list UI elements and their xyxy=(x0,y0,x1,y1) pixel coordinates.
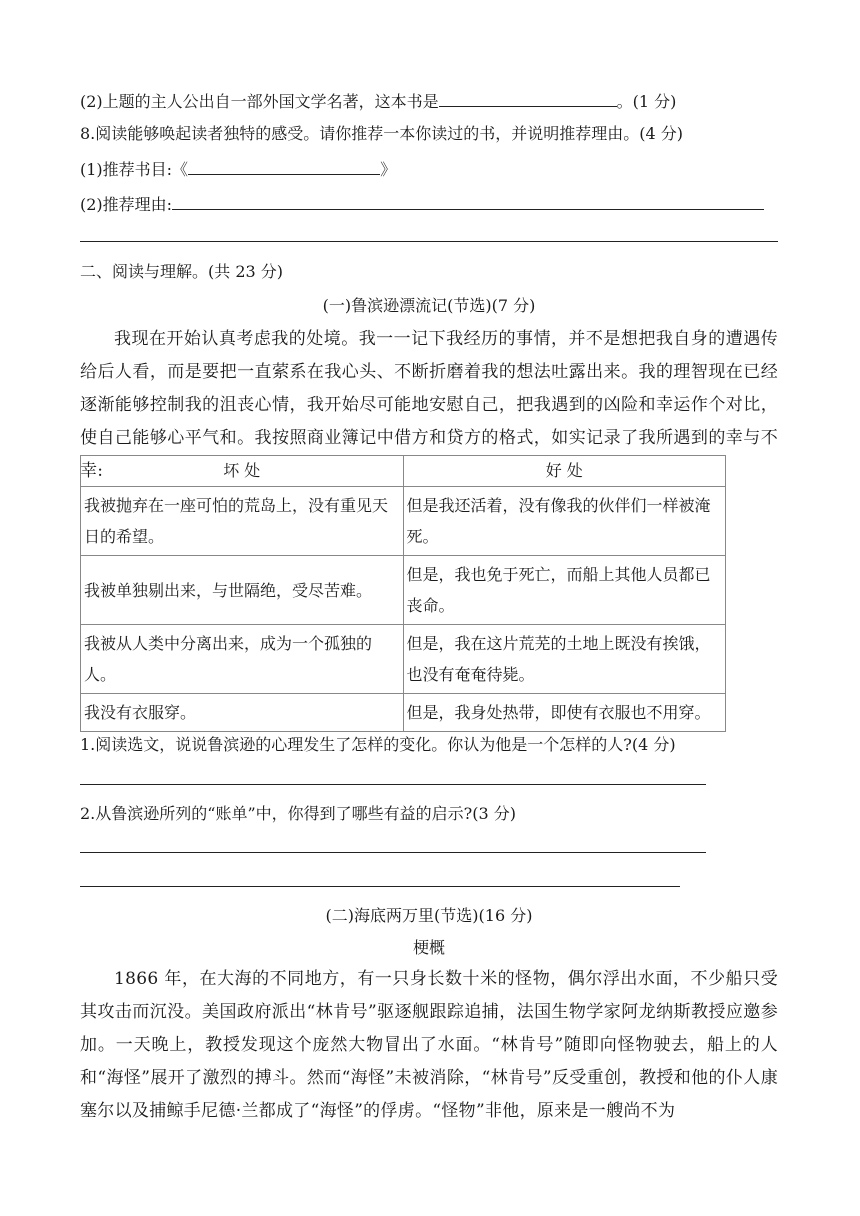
section-2-heading: 二、阅读与理解。(共 23 分) xyxy=(80,262,284,281)
answer-blank-recommended-book[interactable] xyxy=(188,158,380,175)
part-1-passage: 我现在开始认真考虑我的处境。我一一记下我经历的事情，并不是想把我自身的遭遇传给后人看，而是要把一直萦系在我心头、不断折磨着我的想法吐露出来。我的理智现在已经逐渐能够控制我的沮丧心情，我开始尽可能地安慰自己，把我遇到的凶险和幸运作个对比，使自己能够心平气和。我按照商业簿记中借方和贷方的格式，如实记录了我所遇到的幸与不幸: xyxy=(80,329,778,481)
table-row xyxy=(81,487,726,556)
disadvantage-cell: 我被单独剔出来，与世隔绝，受尽苦难。 xyxy=(81,556,404,625)
advantage-cell: 但是，我身处热带，即使有衣服也不用穿。 xyxy=(403,694,726,732)
disadvantage-cell: 我被抛弃在一座可怕的荒岛上，没有重见天日的希望。 xyxy=(81,487,404,556)
answer-line-q2-1[interactable] xyxy=(80,852,706,853)
question-8-1-close: 》 xyxy=(380,160,397,179)
question-8-2-text: (2)推荐理由: xyxy=(80,195,173,214)
question-7-2 xyxy=(80,90,676,112)
advantage-cell: 但是我还活着，没有像我的伙伴们一样被淹死。 xyxy=(403,487,726,556)
question-8-2 xyxy=(80,193,764,215)
part-2-passage: 1866 年，在大海的不同地方，有一只身长数十米的怪物，偶尔浮出水面，不少船只受其攻击而沉没。美国政府派出“林肯号”驱逐舰跟踪追捕，法国生物学家阿龙纳斯教授应邀参加。一天晚上，教授发现这个庞然大物冒出了水面。“林肯号”随即向怪物驶去，船上的人和“海怪”展开了激烈的搏斗。然而“海怪”未被消除，“林肯号”反受重创，教授和他的仆人康塞尔以及捕鲸手尼德·兰都成了“海怪”的俘虏。“怪物”非他，原来是一艘尚不为 xyxy=(80,969,778,1121)
answer-line-q1[interactable] xyxy=(80,784,706,785)
question-7-2-text: (2)上题的主人公出自一部外国文学名著，这本书是 xyxy=(80,92,439,111)
part-1-question-1: 1.阅读选文，说说鲁滨逊的心理发生了怎样的变化。你认为他是一个怎样的人?(4 分) xyxy=(80,735,676,754)
question-8-1 xyxy=(80,158,396,180)
question-8: 8.阅读能够唤起读者独特的感受。请你推荐一本你读过的书，并说明推荐理由。(4 分) xyxy=(80,124,684,143)
part-2-title: (二)海底两万里(节选)(16 分) xyxy=(325,906,533,925)
question-8-1-text: (1)推荐书目:《 xyxy=(80,160,189,179)
table-row xyxy=(81,625,726,694)
answer-blank-reason-line-1[interactable] xyxy=(172,193,764,210)
answer-blank-book-title[interactable] xyxy=(439,90,617,107)
ledger-table xyxy=(80,455,726,732)
advantage-cell: 但是，我也免于死亡，而船上其他人员都已丧命。 xyxy=(403,556,726,625)
header-disadvantages: 坏 处 xyxy=(81,456,404,487)
disadvantage-cell: 我没有衣服穿。 xyxy=(81,694,404,732)
answer-blank-reason-line-2[interactable] xyxy=(80,241,778,242)
part-1-title: (一)鲁滨逊漂流记(节选)(7 分) xyxy=(322,296,536,315)
table-row xyxy=(81,556,726,625)
header-advantages: 好 处 xyxy=(403,456,726,487)
answer-line-q2-2[interactable] xyxy=(80,886,680,887)
ledger-header-row xyxy=(81,456,726,487)
question-7-2-score: 。(1 分) xyxy=(616,92,677,111)
table-row xyxy=(81,694,726,732)
part-1-question-2: 2.从鲁滨逊所列的“账单”中，你得到了哪些有益的启示?(3 分) xyxy=(80,804,516,823)
advantage-cell: 但是，我在这片荒芜的土地上既没有挨饿，也没有奄奄待毙。 xyxy=(403,625,726,694)
disadvantage-cell: 我被从人类中分离出来，成为一个孤独的人。 xyxy=(81,625,404,694)
part-2-subtitle: 梗概 xyxy=(412,938,445,957)
